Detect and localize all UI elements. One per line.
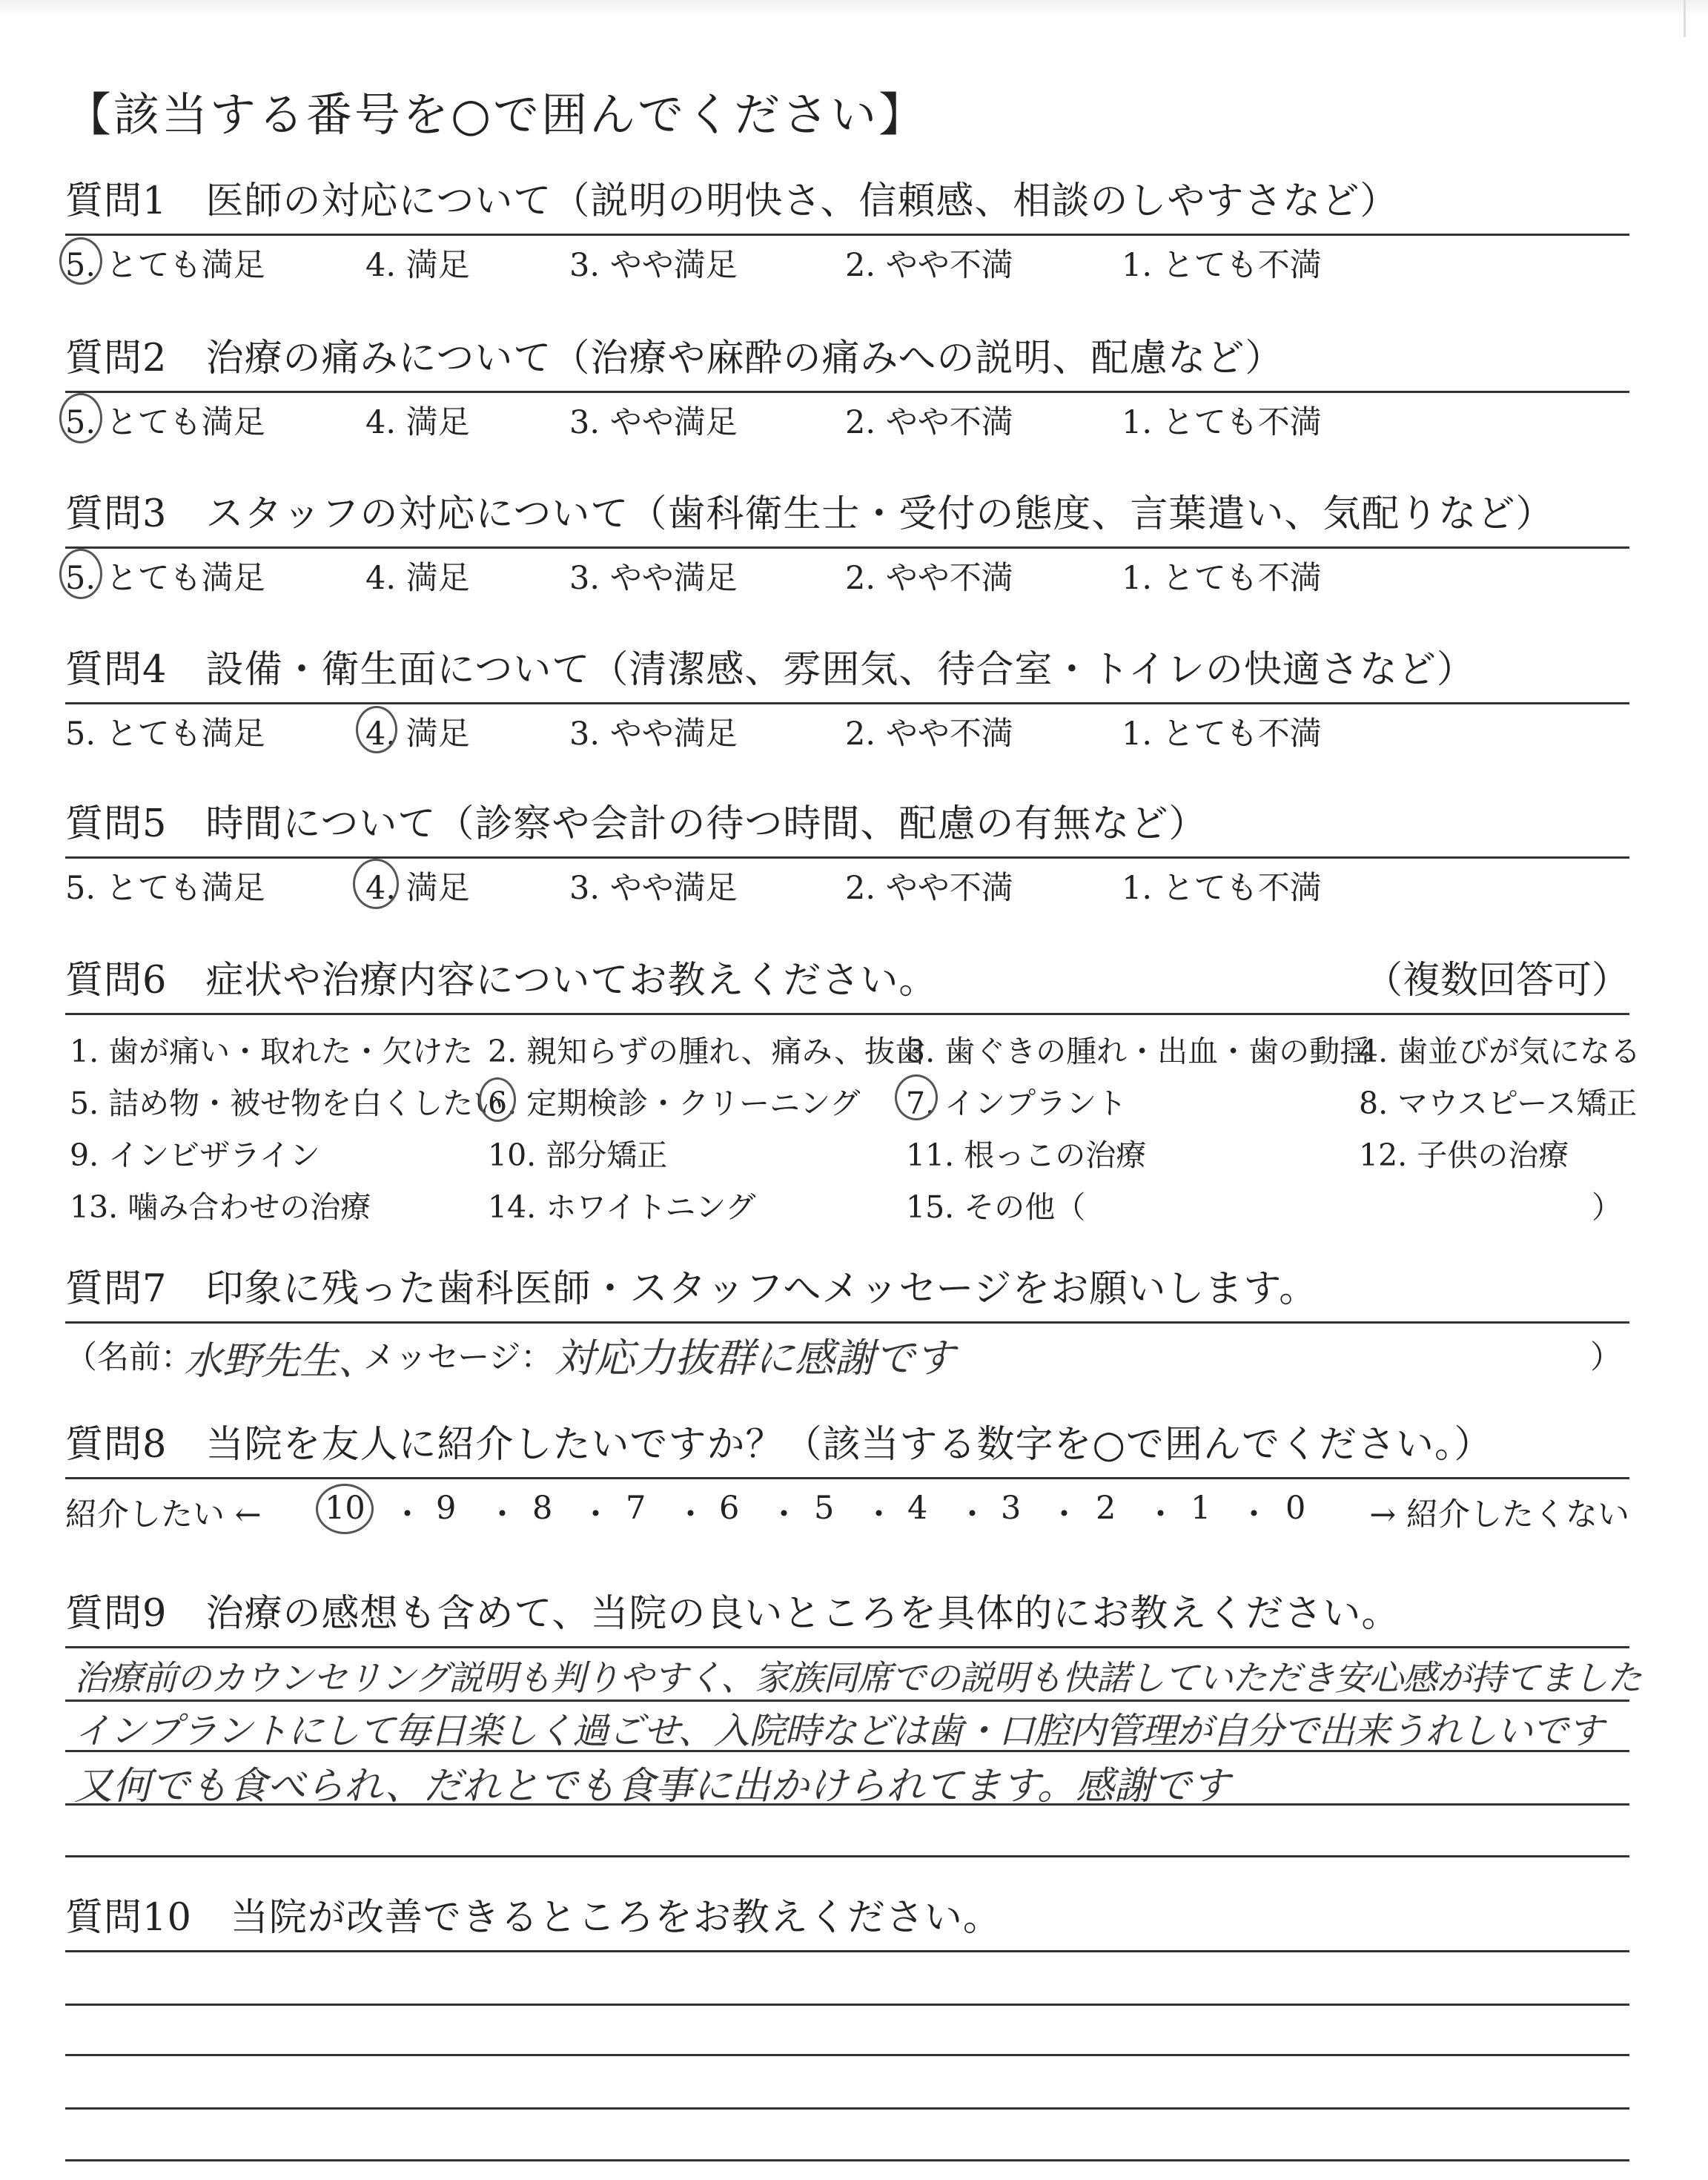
symptom-option[interactable]: 1. 歯が痛い・取れた・欠けた: [70, 1034, 474, 1069]
question-4-heading: 質問4 設備・衛生面について（清潔感、雰囲気、待合室・トイレの快適さなど）: [65, 648, 1475, 692]
improvement-lines: [65, 1950, 1629, 2180]
symptom-option[interactable]: 10. 部分矯正: [488, 1137, 668, 1173]
question-3: [65, 480, 1629, 602]
question-4-options: [65, 704, 1629, 758]
scale-separator: ・: [1238, 1496, 1270, 1533]
message-handwritten[interactable]: 対応力抜群に感謝です: [555, 1335, 955, 1381]
scale-separator: ・: [391, 1496, 423, 1533]
symptom-option[interactable]: 3. 歯ぐきの腫れ・出血・歯の動揺: [906, 1034, 1371, 1069]
option-2[interactable]: 2. やや不満: [845, 560, 1013, 597]
question-8-heading: 質問8 当院を友人に紹介したいですか？（該当する数字を○で囲んでください。）: [65, 1423, 1493, 1467]
scan-corner-mark: [1684, 0, 1708, 37]
question-1-heading: 質問1 医師の対応について（説明の明快さ、信頼感、相談のしやすさなど）: [65, 179, 1399, 223]
scale-separator: ・: [580, 1496, 612, 1533]
scan-top-edge: [0, 0, 1708, 18]
symptom-option[interactable]: 11. 根っこの治療: [906, 1137, 1147, 1173]
scale-separator: ・: [1048, 1496, 1080, 1533]
name-label: （名前：: [65, 1339, 193, 1376]
scale-separator: ・: [1145, 1496, 1176, 1533]
question-2-heading: 質問2 治療の痛みについて（治療や麻酔の痛みへの説明、配慮など）: [65, 337, 1284, 380]
option-4[interactable]: 4. 満足: [365, 716, 470, 753]
scale-value[interactable]: 9: [436, 1490, 457, 1527]
scale-separator: ・: [768, 1496, 800, 1533]
question-7-heading: 質問7 印象に残った歯科医師・スタッフへメッセージをお願いします。: [65, 1267, 1318, 1311]
rule-line: [65, 2159, 1629, 2161]
symptom-option[interactable]: 5. 詰め物・被せ物を白くしたい: [70, 1086, 504, 1121]
question-6-heading: 質問6 症状や治療内容についてお教えください。: [65, 959, 938, 1003]
scale-value[interactable]: 3: [1001, 1490, 1022, 1527]
option-2[interactable]: 2. やや不満: [845, 247, 1013, 284]
question-7: [65, 1255, 1629, 1383]
rule-line: [65, 1646, 1629, 1648]
multiple-answers-note: （複数回答可）: [1364, 959, 1629, 1003]
option-3[interactable]: 3. やや満足: [569, 247, 738, 284]
option-3[interactable]: 3. やや満足: [569, 870, 738, 907]
option-3[interactable]: 3. やや満足: [569, 716, 738, 753]
question-2: [65, 324, 1629, 446]
answer-handwritten-line[interactable]: インプラントにして毎日楽しく過ごせ、入院時などは歯・口腔内管理が自分で出来うれしいです: [74, 1710, 1603, 1752]
option-4[interactable]: 4. 満足: [365, 560, 470, 597]
question-3-options: [65, 549, 1629, 602]
scale-value[interactable]: 8: [532, 1490, 553, 1527]
option-5[interactable]: 5. とても満足: [65, 560, 265, 597]
message-row: [65, 1324, 1629, 1383]
option-5[interactable]: 5. とても満足: [65, 247, 265, 284]
option-1[interactable]: 1. とても不満: [1122, 560, 1322, 597]
option-5[interactable]: 5. とても満足: [65, 870, 265, 907]
option-3[interactable]: 3. やや満足: [569, 404, 738, 441]
message-label: メッセージ：: [363, 1339, 553, 1376]
option-4[interactable]: 4. 満足: [365, 247, 470, 284]
symptom-option-selected[interactable]: 6. 定期検診・クリーニング: [488, 1086, 861, 1121]
answer-handwritten-line[interactable]: 治療前のカウンセリング説明も判りやすく、家族同席での説明も快諾していただき安心感が持てました: [74, 1658, 1642, 1699]
question-8: [65, 1410, 1629, 1546]
symptom-option[interactable]: 14. ホワイトニング: [488, 1189, 756, 1225]
message-close-paren: ）: [1590, 1339, 1622, 1376]
option-3[interactable]: 3. やや満足: [569, 560, 738, 597]
scale-separator: ・: [863, 1496, 895, 1533]
question-1-options: [65, 236, 1629, 289]
recommend-left-label: 紹介したい ←: [65, 1496, 262, 1533]
question-5: [65, 790, 1629, 912]
scale-value[interactable]: 4: [907, 1490, 928, 1527]
scale-separator: ・: [486, 1496, 518, 1533]
scale-value[interactable]: 1: [1191, 1490, 1211, 1527]
rule-line: [65, 1855, 1629, 1857]
recommend-right-label: → 紹介したくない: [1369, 1496, 1629, 1533]
rule-line: [65, 2004, 1629, 2006]
symptom-option[interactable]: 13. 噛み合わせの治療: [70, 1189, 371, 1225]
question-10-heading: 質問10 当院が改善できるところをお教えください。: [65, 1896, 1002, 1940]
rule-line: [65, 2054, 1629, 2056]
symptom-option[interactable]: 15. その他（: [906, 1189, 1086, 1225]
option-5[interactable]: 5. とても満足: [65, 716, 265, 753]
option-5[interactable]: 5. とても満足: [65, 404, 265, 441]
symptom-option[interactable]: 4. 歯並びが気になる: [1359, 1034, 1641, 1069]
option-2[interactable]: 2. やや不満: [845, 404, 1013, 441]
scale-value[interactable]: 5: [814, 1490, 835, 1527]
option-1[interactable]: 1. とても不満: [1122, 716, 1322, 753]
option-4[interactable]: 4. 満足: [365, 404, 470, 441]
question-6: [65, 946, 1641, 1230]
answer-handwritten-line[interactable]: 又何でも食べられ、だれとでも食事に出かけられてます。感謝です: [74, 1764, 1230, 1809]
recommend-scale: [65, 1479, 1629, 1546]
question-9-heading: 質問9 治療の感想も含めて、当院の良いところを具体的にお教えください。: [65, 1592, 1400, 1636]
question-5-heading: 質問5 時間について（診察や会計の待つ時間、配慮の有無など）: [65, 802, 1208, 846]
symptom-option[interactable]: 8. マウスピース矯正: [1359, 1086, 1638, 1121]
question-1: [65, 167, 1629, 289]
scale-value[interactable]: 7: [626, 1490, 646, 1527]
question-2-options: [65, 393, 1629, 446]
scale-value[interactable]: 10: [325, 1490, 365, 1527]
option-4[interactable]: 4. 満足: [365, 870, 470, 907]
scale-separator: ・: [956, 1496, 988, 1533]
option-2[interactable]: 2. やや不満: [845, 870, 1013, 907]
symptom-options: [65, 1015, 1641, 1230]
symptom-option-selected[interactable]: 7. インプラント: [906, 1086, 1128, 1121]
symptom-option[interactable]: 9. インビザライン: [70, 1137, 320, 1173]
scale-value[interactable]: 0: [1285, 1490, 1306, 1527]
option-1[interactable]: 1. とても不満: [1122, 404, 1322, 441]
symptom-option[interactable]: 12. 子供の治療: [1359, 1137, 1569, 1173]
form-title: 【該当する番号を○で囲んでください】: [65, 87, 927, 142]
option-1[interactable]: 1. とても不満: [1122, 870, 1322, 907]
option-2[interactable]: 2. やや不満: [845, 716, 1013, 753]
question-3-heading: 質問3 スタッフの対応について（歯科衛生士・受付の態度、言葉遣い、気配りなど）: [65, 492, 1555, 536]
other-close-paren: ）: [1592, 1189, 1622, 1225]
question-4: [65, 635, 1629, 758]
scale-value[interactable]: 6: [719, 1490, 740, 1527]
rule-line: [65, 2107, 1629, 2110]
question-5-options: [65, 859, 1629, 912]
symptom-option[interactable]: 2. 親知らずの腫れ、痛み、抜歯: [488, 1034, 926, 1069]
question-10: [65, 1883, 1629, 2180]
name-handwritten[interactable]: 水野先生、: [184, 1339, 377, 1384]
rule-line: [65, 1950, 1629, 1952]
scale-separator: ・: [675, 1496, 706, 1533]
scale-value[interactable]: 2: [1096, 1490, 1116, 1527]
option-1[interactable]: 1. とても不満: [1122, 247, 1322, 284]
